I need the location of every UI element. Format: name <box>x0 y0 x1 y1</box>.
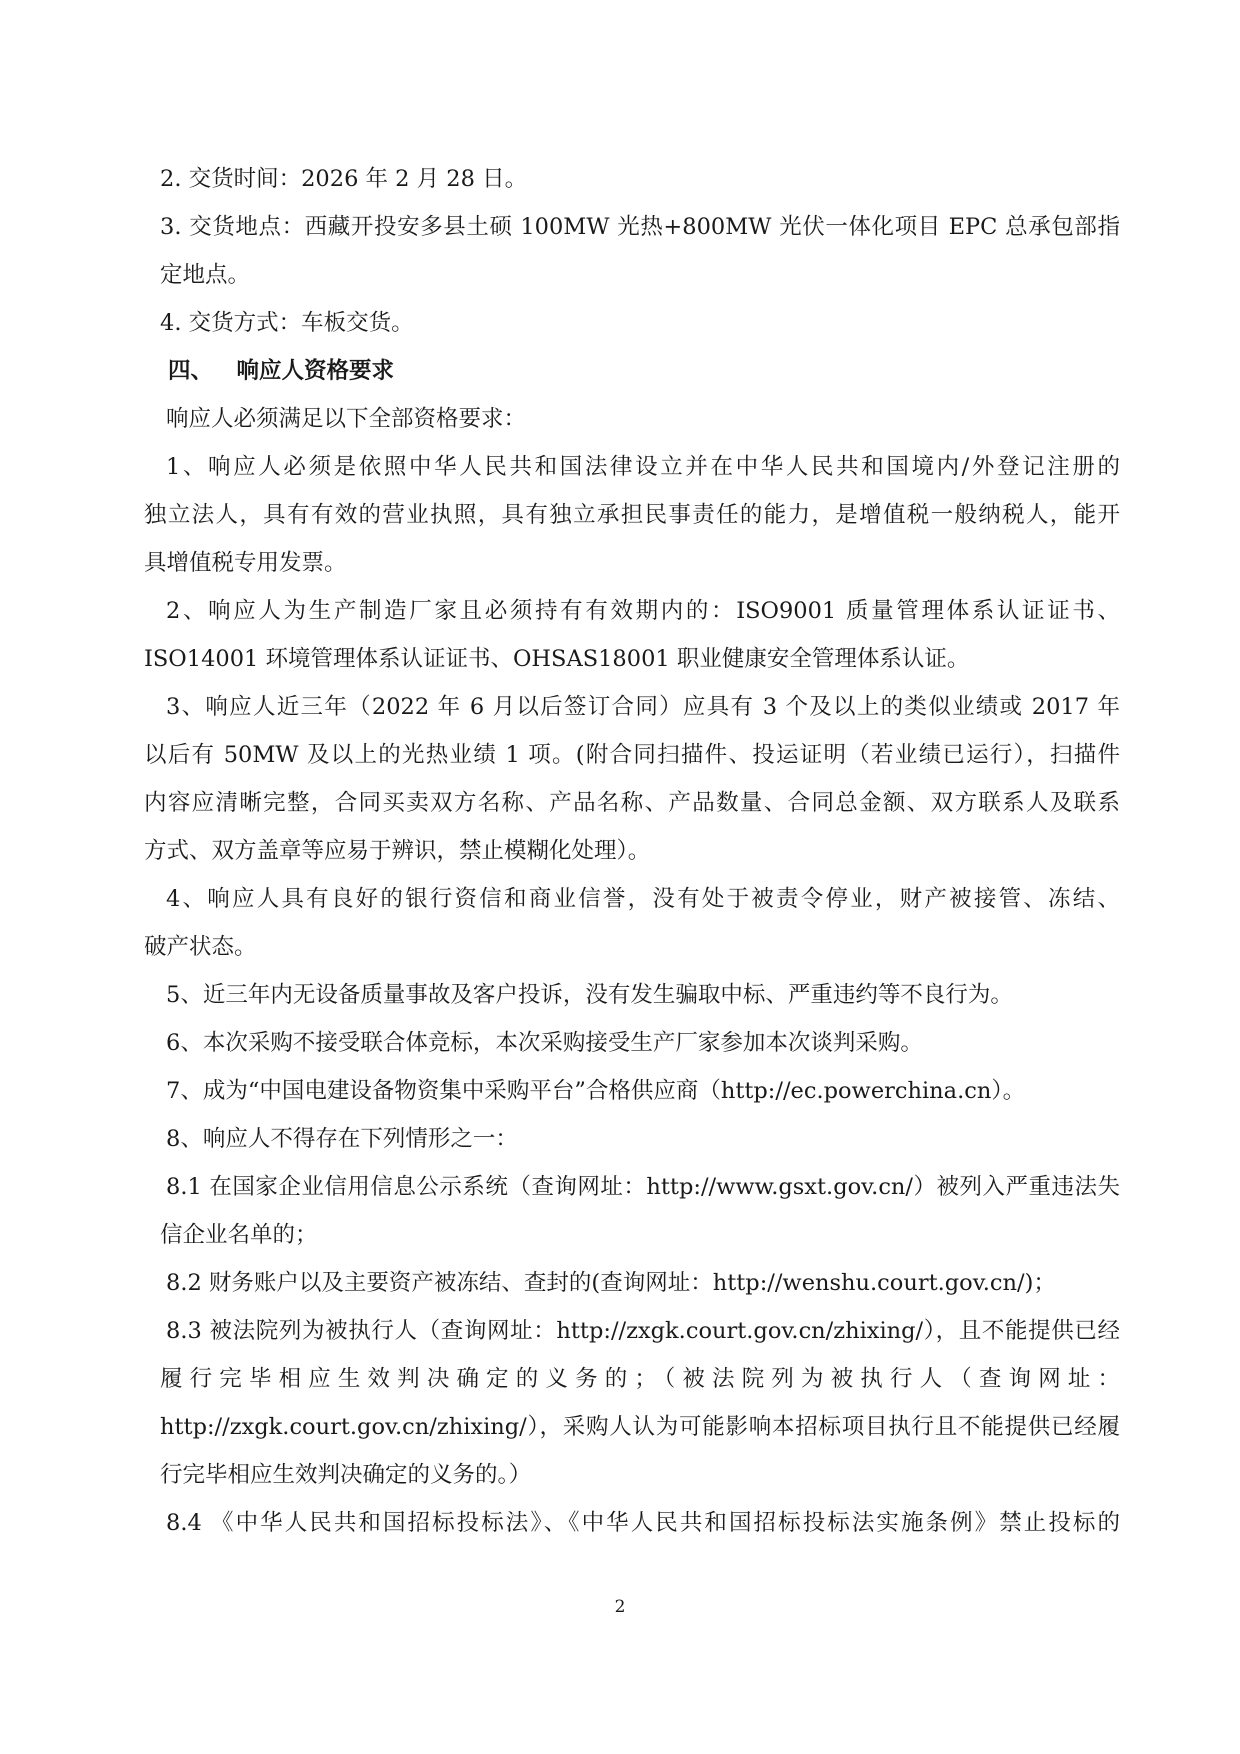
requirement-line: 独立法人，具有有效的营业执照，具有独立承担民事责任的能力，是增值税一般纳税人，能开 <box>144 502 1120 528</box>
requirement-line: 5、近三年内无设备质量事故及客户投诉，没有发生骗取中标、严重违约等不良行为。 <box>166 982 1013 1008</box>
requirement-line: 内容应清晰完整，合同买卖双方名称、产品名称、产品数量、合同总金额、双方联系人及联系 <box>144 790 1120 816</box>
requirement-line: 4、响应人具有良好的银行资信和商业信誉，没有处于被责令停业，财产被接管、冻结、 <box>166 886 1120 912</box>
requirement-line: 破产状态。 <box>144 934 257 960</box>
requirement-line: 行完毕相应生效判决确定的义务的。） <box>160 1462 532 1488</box>
requirements-intro: 响应人必须满足以下全部资格要求： <box>166 406 527 432</box>
requirement-line: 2、响应人为生产制造厂家且必须持有有效期内的：ISO9001 质量管理体系认证证书、 <box>166 598 1120 624</box>
requirement-line: 8.4 《中华人民共和国招标投标法》、《中华人民共和国招标投标法实施条例》禁止投标的 <box>166 1510 1120 1536</box>
delivery-location-continued: 定地点。 <box>160 262 251 288</box>
requirement-line: 履行完毕相应生效判决确定的义务的；（被法院列为被执行人（查询网址： <box>160 1366 1120 1392</box>
requirement-line: 以后有 50MW 及以上的光热业绩 1 项。(附合同扫描件、投运证明（若业绩已运行），扫描件 <box>144 742 1120 768</box>
requirement-line: 8.2 财务账户以及主要资产被冻结、查封的(查询网址：http://wenshu.court.gov.cn/)； <box>166 1270 1056 1296</box>
requirement-line: 6、本次采购不接受联合体竞标，本次采购接受生产厂家参加本次谈判采购。 <box>166 1030 923 1056</box>
requirement-line: 3、响应人近三年（2022 年 6 月以后签订合同）应具有 3 个及以上的类似业绩或 2017 年 <box>166 694 1120 720</box>
delivery-method-line: 4. 交货方式：车板交货。 <box>160 310 414 336</box>
delivery-location-line: 3. 交货地点：西藏开投安多县土硕 100MW 光热+800MW 光伏一体化项目 EPC 总承包部指 <box>160 214 1120 240</box>
requirement-line: http://zxgk.court.gov.cn/zhixing/），采购人认为可能影响本招标项目执行且不能提供已经履 <box>160 1414 1120 1440</box>
requirement-line: 方式、双方盖章等应易于辨识，禁止模糊化处理）。 <box>144 838 651 864</box>
requirement-line: 具增值税专用发票。 <box>144 550 347 576</box>
section-heading: 四、 响应人资格要求 <box>168 358 395 384</box>
requirement-line: 8.3 被法院列为被执行人（查询网址：http://zxgk.court.gov.cn/zhixing/），且不能提供已经 <box>166 1318 1120 1344</box>
requirement-line: 8.1 在国家企业信用信息公示系统（查询网址：http://www.gsxt.gov.cn/）被列入严重违法失 <box>166 1174 1120 1200</box>
page-number: 2 <box>614 1597 626 1617</box>
requirement-line: ISO14001 环境管理体系认证证书、OHSAS18001 职业健康安全管理体系认证。 <box>144 646 970 672</box>
requirement-line: 8、响应人不得存在下列情形之一： <box>166 1126 518 1152</box>
document-body <box>144 155 1120 1547</box>
requirement-line: 1、响应人必须是依照中华人民共和国法律设立并在中华人民共和国境内/外登记注册的 <box>166 454 1120 480</box>
delivery-time-line: 2. 交货时间：2026 年 2 月 28 日。 <box>160 166 528 192</box>
requirement-line: 7、成为“中国电建设备物资集中采购平台”合格供应商（http://ec.powerchina.cn）。 <box>166 1078 1026 1104</box>
requirement-line: 信企业名单的； <box>160 1222 318 1248</box>
